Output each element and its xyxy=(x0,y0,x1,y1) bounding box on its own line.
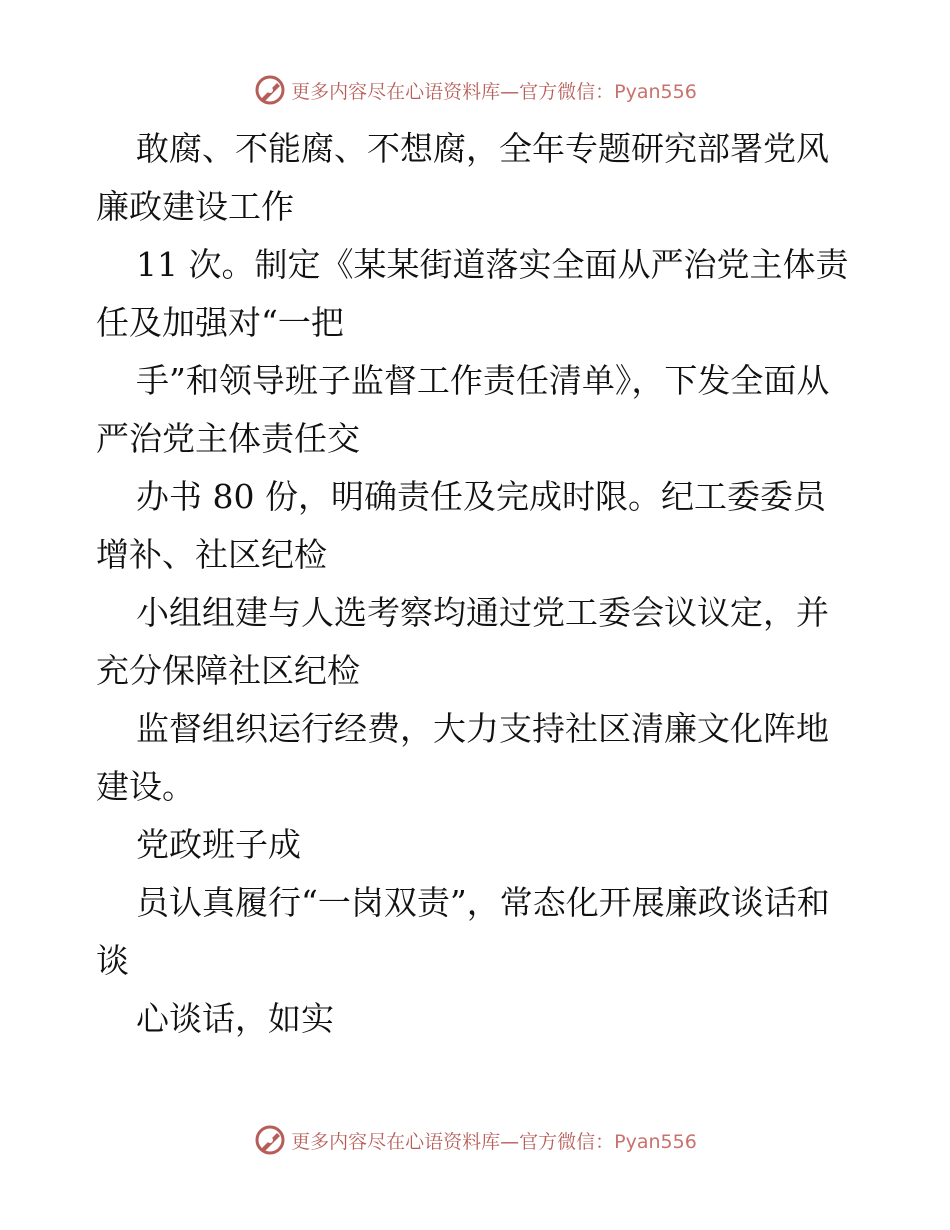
paragraph: 办书 80 份，明确责任及完成时限。纪工委委员增补、社区纪检 xyxy=(96,477,826,574)
pen-circle-logo-icon xyxy=(253,1123,287,1157)
paragraph: 小组组建与人选考察均通过党工委会议议定，并充分保障社区纪检 xyxy=(96,593,829,690)
paragraph: 11 次。制定《某某街道落实全面从严治党主体责任及加强对“一把 xyxy=(96,245,849,342)
watermark-label xyxy=(291,1127,697,1154)
header-watermark xyxy=(0,72,950,108)
paragraph: 员认真履行“一岗双责”，常态化开展廉政谈话和谈 xyxy=(96,883,830,980)
paragraph: 手”和领导班子监督工作责任清单》，下发全面从严治党主体责任交 xyxy=(96,361,830,458)
paragraph: 党政班子成 xyxy=(136,825,301,864)
watermark-text: 更多内容尽在心语资料库—官方微信： xyxy=(291,1130,615,1153)
paragraph: 心谈话，如实 xyxy=(136,999,334,1038)
watermark-id: Pyan556 xyxy=(614,1130,697,1153)
watermark-text: 更多内容尽在心语资料库—官方微信： xyxy=(291,80,615,103)
paragraph: 监督组织运行经费，大力支持社区清廉文化阵地建设。 xyxy=(96,709,829,806)
watermark-label xyxy=(291,77,697,104)
paragraph: 敢腐、不能腐、不想腐，全年专题研究部署党风廉政建设工作 xyxy=(96,129,829,226)
document-body xyxy=(96,120,856,1048)
watermark-id: Pyan556 xyxy=(614,80,697,103)
pen-circle-logo-icon xyxy=(253,73,287,107)
footer-watermark xyxy=(0,1122,950,1158)
